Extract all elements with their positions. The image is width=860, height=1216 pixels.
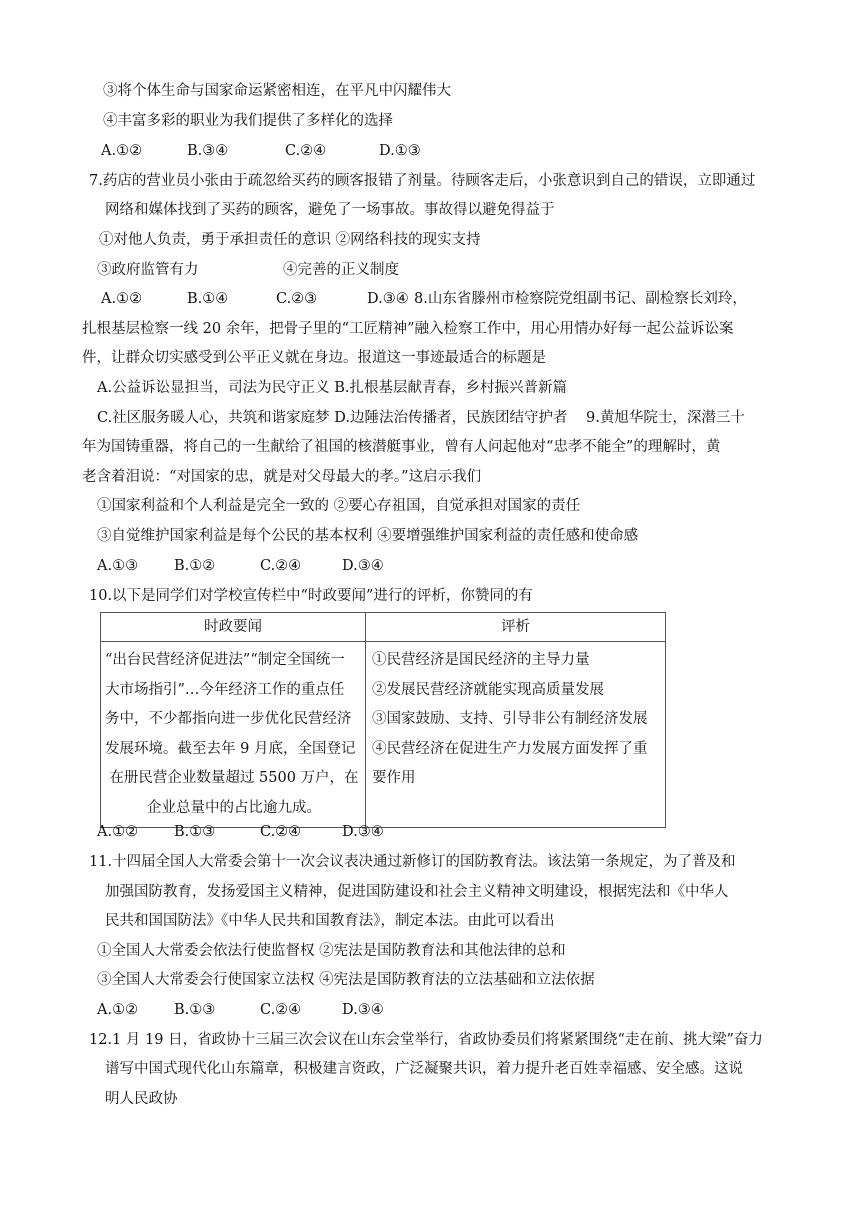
q11-option-a: A.①② <box>97 1002 139 1018</box>
table-row <box>101 642 666 828</box>
q9-stem-line-3: 老含着泪说：“对国家的忠，就是对父母最大的孝。”这启示我们 <box>82 469 482 485</box>
q6-option-c: C.②④ <box>285 143 327 159</box>
q9-option-d: D.③④ <box>342 558 384 574</box>
q9-stem-line-1: 9.黄旭华院士，深潜三十 <box>586 410 745 426</box>
q7-stem-line-2: 网络和媒体找到了买药的顾客，避免了一场事故。事故得以避免得益于 <box>105 202 555 218</box>
q11-statements-3-4: ③全国人大常委会行使国家立法权 ④宪法是国防教育法的立法基础和立法依据 <box>97 972 595 988</box>
q8-stem-line-3: 件，让群众切实感受到公平正义就在身边。报道这一事迹最适合的标题是 <box>82 350 546 366</box>
q11-options <box>97 1000 384 1020</box>
q11-statements-1-2: ①全国人大常委会依法行使监督权 ②宪法是国防教育法和其他法律的总和 <box>97 943 566 959</box>
q6-option-b: B.③④ <box>187 143 229 159</box>
q10-options <box>97 822 384 842</box>
q9-option-b: B.①② <box>174 558 216 574</box>
q7-stem-line-1: 7.药店的营业员小张由于疏忽给买药的顾客报错了剂量。待顾客走后，小张意识到自己的错误，立即通过 <box>89 173 756 189</box>
q7-option-c: C.②③ <box>276 291 318 307</box>
q6-option-a: A.①② <box>101 143 143 159</box>
analysis-item: ③国家鼓励、支持、引导非公有制经济发展 <box>372 711 648 727</box>
q10-option-d: D.③④ <box>342 824 384 840</box>
q9-statements-1-2: ①国家利益和个人利益是完全一致的 ②要心存祖国，自觉承担对国家的责任 <box>97 498 581 514</box>
q10-option-a: A.①② <box>97 824 139 840</box>
q11-option-d: D.③④ <box>342 1002 384 1018</box>
q6-options <box>101 141 421 161</box>
q11-stem-line-3: 民共和国国防法》《中华人民共和国教育法》，制定本法。由此可以看出 <box>105 913 555 929</box>
q6-statement-4: ④丰富多彩的职业为我们提供了多样化的选择 <box>103 113 393 129</box>
q12-stem-line-1: 12.1 月 19 日，省政协十三届三次会议在山东会堂举行，省政协委员们将紧紧围绕“走在前、挑大梁”奋力 <box>89 1032 763 1048</box>
q6-option-d: D.①③ <box>379 143 421 159</box>
q7-option-d: D.③④ <box>367 291 409 307</box>
news-line: 企业总量中的占比逾九成。 <box>147 799 321 816</box>
q9-option-a: A.①③ <box>97 558 139 574</box>
news-line: 在册民营企业数量超过 5500 万户，在 <box>109 770 359 786</box>
q10-option-c: C.②④ <box>260 824 302 840</box>
q12-stem-line-2: 谱写中国式现代化山东篇章，积极建言资政，广泛凝聚共识，着力提升老百姓幸福感、安全感。这说 <box>105 1061 743 1077</box>
analysis-item: ①民营经济是国民经济的主导力量 <box>372 652 590 668</box>
analysis-item: 要作用 <box>372 770 416 786</box>
news-line: 发展环境。截至去年 9 月底，全国登记 <box>105 740 356 757</box>
q7-statement-4: ④完善的正义制度 <box>283 262 399 278</box>
q7-statements-1-2: ①对他人负责，勇于承担责任的意识 ②网络科技的现实支持 <box>99 232 481 248</box>
q9-options <box>97 556 384 576</box>
table-header-analysis: 评析 <box>366 613 666 642</box>
news-cell <box>101 642 366 828</box>
q7-statement-3: ③政府监管有力 <box>97 262 199 278</box>
q11-option-c: C.②④ <box>260 1002 302 1018</box>
q6-statement-3: ③将个体生命与国家命运紧密相连，在平凡中闪耀伟大 <box>103 83 451 99</box>
q11-option-b: B.①③ <box>174 1002 216 1018</box>
analysis-item: ④民营经济在促进生产力发展方面发挥了重 <box>372 740 648 757</box>
q10-option-b: B.①③ <box>174 824 216 840</box>
table-header-news: 时政要闻 <box>101 613 366 642</box>
q9-stem-line-2: 年为国铸重器，将自己的一生献给了祖国的核潜艇事业，曾有人问起他对“忠孝不能全”的理解时，黄 <box>82 439 721 455</box>
q11-stem-line-2: 加强国防教育，发扬爱国主义精神，促进国防建设和社会主义精神文明建设，根据宪法和《中华人 <box>105 884 729 900</box>
analysis-cell <box>366 642 666 828</box>
q8-options-c-d: C.社区服务暖人心，共筑和谐家庭梦 D.边陲法治传播者，民族团结守护者 <box>97 410 568 426</box>
news-line: 务中，不少都指向进一步优化民营经济 <box>105 711 352 727</box>
q8-stem-line-1: 8.山东省滕州市检察院党组副书记、副检察长刘玲， <box>414 291 747 307</box>
news-line: “出台民营经济促进法”“制定全国统一 <box>105 652 345 668</box>
analysis-item: ②发展民营经济就能实现高质量发展 <box>372 681 604 698</box>
table-header-row <box>101 613 666 642</box>
news-line: 大市场指引”…今年经济工作的重点任 <box>105 681 345 698</box>
q7-option-a: A.①② <box>101 291 143 307</box>
q8-options-a-b: A.公益诉讼显担当，司法为民守正义 B.扎根基层献青春，乡村振兴普新篇 <box>97 380 567 396</box>
q11-stem-line-1: 11.十四届全国人大常委会第十一次会议表决通过新修订的国防教育法。该法第一条规定，为了普及和 <box>89 854 736 870</box>
q9-option-c: C.②④ <box>260 558 302 574</box>
q10-stem: 10.以下是同学们对学校宣传栏中“时政要闻”进行的评析，你赞同的有 <box>89 588 533 604</box>
q10-table <box>100 612 666 828</box>
q7-options <box>101 289 409 309</box>
q12-stem-line-3: 明人民政协 <box>105 1091 178 1107</box>
q8-stem-line-2: 扎根基层检察一线 20 余年，把骨子里的“工匠精神”融入检察工作中，用心用情办好每一起公益诉讼案 <box>82 321 734 337</box>
q7-option-b: B.①④ <box>187 291 229 307</box>
q9-statements-3-4: ③自觉维护国家利益是每个公民的基本权利 ④要增强维护国家利益的责任感和使命感 <box>97 528 639 544</box>
